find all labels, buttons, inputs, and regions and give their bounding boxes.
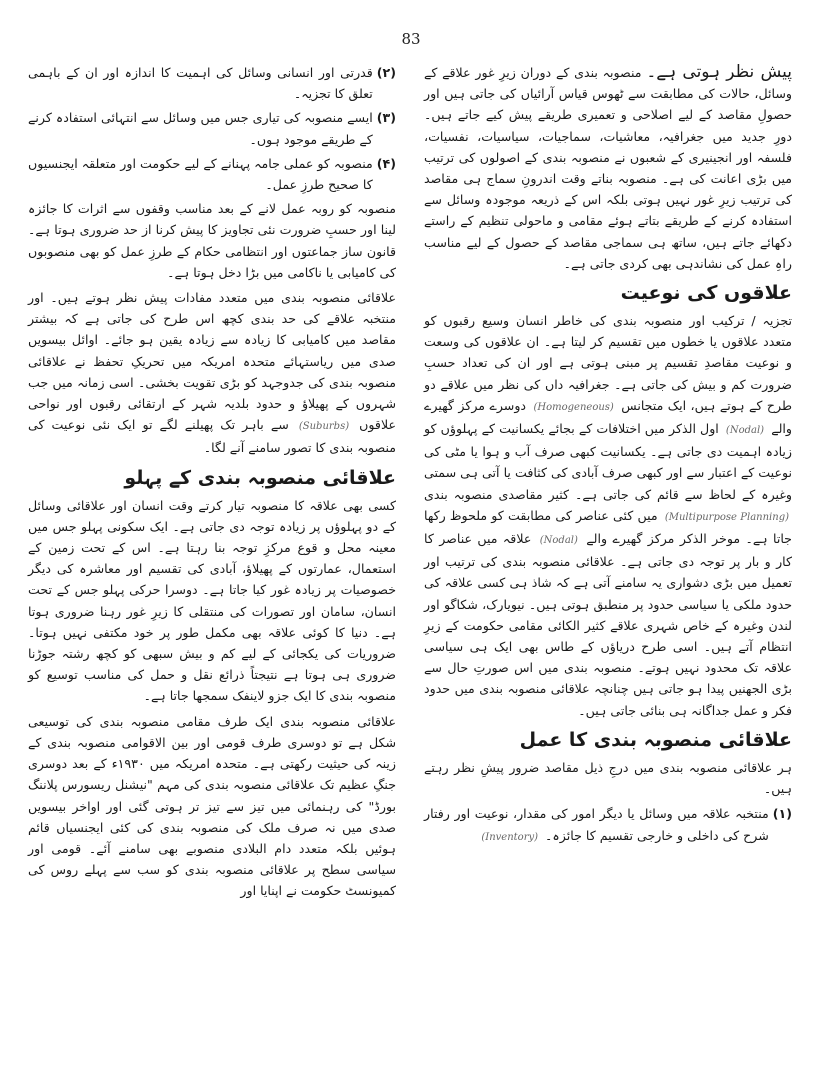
section-heading-areas: علاقوں کی نوعیت [620,282,792,305]
right-column [424,62,792,851]
areas-text: کو متعدد علاقوں یا خطوں میں تقسیم کر لیتا ہے۔ ان علاقوں کی وسعت و نوعیت مقاصدِ تقسیم پر مبنی ہوتی ہے اور ان کی تعداد حسبِ ضرورت کم و بیش کی جاتی ہے۔ جغرافیہ داں کی نظر میں علاقے دو طرح کے ہوتے ہیں، ایک متجانس [424,313,792,413]
areas-text-4: میں کئی عناصر کی مطابقت کو ملحوظ رکھا جاتا ہے۔ موخر الذکر مرکز گھیرے والے [424,507,792,547]
interests-paragraph [28,287,396,459]
aspects-side-text: کسی بھی علاقہ کا منصوبہ تیار کرتے وقت انسان اور علاقائی [66,497,396,513]
areas-paragraph [424,310,792,721]
list-text: قدرتی اور انسانی وسائل کی اہمیت کا اندازہ اور ان کے باہمی تعلق کا تجزیہ۔ [28,65,373,102]
list-item [28,153,396,195]
list-number: (۴) [376,155,396,171]
list-number: (۱) [772,806,792,822]
left-column [28,62,396,906]
english-term-nodal: (Nodal) [725,425,765,437]
history-paragraph: علاقائی منصوبہ بندی ایک طرف مقامی منصوبہ بندی کی توسیعی شکل ہے تو دوسری طرف قومی اور بین الاقوامی منصوبہ بندی کے زینہ کی حیثیت رکھتی ہے۔ متحدہ امریکہ میں ۱۹۳۰ء کے بعد دوسری جنگِ عظیم تک علاقائی منصوبہ بندی کی مہم "نیشنل ریسورس پلاننگ بورڈ" کی رہنمائی میں تیز سے تیز تر ہوتی گئی اور اواخر بیسویں صدی میں نہ صرف ملک کی منصوبہ بندی کی کئی ایجنسیاں قائم ہوئیں بلکہ متعدد دام البلادی منصوبے بھی سامنے آئے۔ قومی اور سیاسی سطح پر علاقائی منصوبہ بندی کو سب سے پہلے روس کی کمیونسٹ حکومت نے اپنایا اور [28,713,396,899]
page-number: 83 [401,30,421,48]
list-text: منتخبہ علاقہ میں وسائل یا دیگر امور کی مقدار، نوعیت اور رفتار شرح کی داخلی و خارجی تقسیم کا جائزہ۔ (Inventory) [424,806,769,843]
areas-text-2: دوسرے مرکز گھیرے والے [424,397,792,437]
intro-lead: پیش نظر ہوتی ہے۔ [646,62,792,82]
implementation-paragraph: منصوبہ کو روبہ عمل لانے کے بعد مناسب وقفوں سے اثرات کا جائزہ لینا اور حسبِ ضرورت نئی تجاویز کا پیش کرنا از حد ضروری ہوتا ہے۔ قانون ساز جماعتوں اور انتظامی حکام کے طرزِ عمل کو بھی منصوبوں کی کامیابی یا ناکامی میں بڑا دخل ہوتا ہے۔ [28,201,396,280]
english-term-suburbs: (Suburbs) [298,421,350,433]
interests-text-2: سے باہر تک پھیلنے لگے تو ایک نئی نوعیت کی منصوبہ بندی کا تصور سامنے آنے لگا۔ [28,417,396,456]
english-term-multipurpose: (Multipurpose Planning) [664,511,789,523]
list-number: (۳) [376,110,396,126]
list-number: (۲) [376,65,396,80]
aspects-paragraph [28,495,396,707]
list-item [424,803,792,847]
english-term-homogeneous: (Homogeneous) [533,401,614,413]
intro-text: منصوبہ بندی کے دوران زیرِ غور علاقے کے وسائل، حالات کی مطابقت سے ٹھوس قیاس آرائیاں کی جاتی ہیں اور حصولِ مقاصد کے لیے اصلاحی و تعمیری طریقے پیش کیے جاتے ہیں۔ دورِ جدید میں جغرافیہ، معاشیات، سماجیات، سیاسیات، نفسیات، فلسفہ اور انجینیری کے شعبوں نے منصوبہ بندی کے اصولوں کی ترتیب میں بڑی اعانت کی ہے۔ منصوبہ بناتے وقت اندرونِ سماج ہی مقاصد کی ترتیب زیرِ غور نہیں ہوتی بلکہ اس کے ذریعہ موجودہ وسائل سے استفادہ کرنے کے طریقے بتاتے ہوئے مقامی و ماحولی تنظیم کے راستے دکھائے جاتے ہیں، ساتھ ہی سماجی مقاصد کے حصول کے لیے مناسب راہِ عمل کی نشاندہی بھی کردی جاتی ہے۔ [424,65,792,271]
process-text: ضرور پیشِ نظر رہتے ہیں۔ [424,759,792,797]
english-term-inventory: (Inventory) [481,831,539,843]
section-heading-aspects: علاقائی منصوبہ بندی کے پہلو [124,466,396,489]
english-term-nodal-2: (Nodal) [539,535,578,547]
process-side-text: ہر علاقائی منصوبہ بندی میں درجِ ذیل مقاصد [544,759,792,775]
areas-side-text: تجزیہ / ترکیب اور منصوبہ بندی کی خاطر انسان وسیع رقبوں [443,313,792,329]
list-text: منصوبہ کو عملی جامہ پہنانے کے لیے حکومت اور متعلقہ ایجنسیوں کا صحیح طرزِ عمل۔ [28,155,373,193]
section-heading-process: علاقائی منصوبہ بندی کا عمل [519,728,792,751]
areas-text-5: علاقہ میں عناصر کا کار و بار پر توجہ دی جاتی ہے۔ علاقائی منصوبہ بندی کی ترتیب اور تعمیل میں بڑی دشواری یہ سامنے آتی ہے کہ شاذ ہی کسی علاقہ کی حدود ملکی یا سیاسی حدود پر منطبق ہوتی ہیں۔ نیویارک، شکاگو اور لندن وغیرہ کے خاص شہری علاقے کثیر الکائی مقامی حکومت کے زیرِ انتظام آتے ہیں۔ اسی طرح دریاؤں کے طاس بھی ایک ہی سیاسی علاقہ تک محدود نہیں ہوتے۔ منصوبہ بندی میں اس صورتِ حال سے بڑی الجھنیں پیدا ہو جاتی ہیں چنانچہ علاقائی منصوبہ بندی میں حدود فکر و عمل جداگانہ ہی بنائی جاتی ہیں۔ [424,531,792,718]
list-item [28,62,396,104]
process-paragraph [424,757,792,799]
interests-text: علاقائی منصوبہ بندی میں متعدد مفادات پیش نظر ہوتے ہیں۔ اور منتخبہ علاقے کی حد بندی کچھ اس طرح کی جاتی ہے کہ بیشتر مقاصد میں کامیابی کا زیادہ سے زیادہ یقین ہو جائے۔ اوائل بیسویں صدی میں ریاستہائے متحدہ امریکہ میں تحریکِ تحفظ نے علاقائی منصوبہ بندی کی جدوجہد کو بڑی تقویت بخشی۔ اسی زمانہ میں جب شہروں کے پھیلاؤ و حدود بلدیہ شہر کے ارتقائی رقبوں اور نواحی علاقوں [28,290,396,433]
aspects-text: وسائل کے دو پہلوؤں پر زیادہ توجہ دی جاتی ہے۔ ایک سکونی پہلو جس میں معینہ محل و قوع مرکزِ توجہ بنا رہتا ہے۔ اس کے تحت زمین کے استعمال، عمارتوں کے پھیلاؤ، آبادی کی تقسیم اور معاشرہ کی دیگر خصوصیات پر زیادہ غور کیا جاتا ہے۔ دوسرا حرکی پہلو جس کے تحت انسان، سامان اور تصورات کی منتقلی کا زیرِ غور رہنا ضروری ہوتا ہے۔ دنیا کا کوئی علاقہ بھی مکمل طور پر خود مکتفی نہیں ہوتا۔ ضروریات کی یکجائی کے لیے کم و بیش سبھی کو کچھ رشتہ جوڑنا ضروری ہی ہوتا ہے نتیجتاً ذرائع نقل و حمل کی مناسب توسیع کو منصوبہ بندی کا ایک جزو لاینفک سمجھا جاتا ہے۔ [28,497,396,704]
list-item [28,107,396,149]
intro-paragraph [424,62,792,274]
list-text: ایسے منصوبہ کی تیاری جس میں وسائل سے انتہائی استفادہ کرنے کے طریقے موجود ہوں۔ [28,110,373,147]
areas-text-3: اول الذکر میں اختلافات کے بجائے یکسانیت کے پہلوؤں کو زیادہ اہمیت دی جاتی ہے۔ یکسانیت کبھی صرف آب و ہوا یا مٹی کی نوعیت کے اعتبار سے اور کبھی صرف آبادی کی کثافت یا آتی ہی سمتی وغیرہ کے لحاظ سے قائم کی جاتی ہے۔ کثیر مقاصدی منصوبہ بندی [424,421,792,502]
